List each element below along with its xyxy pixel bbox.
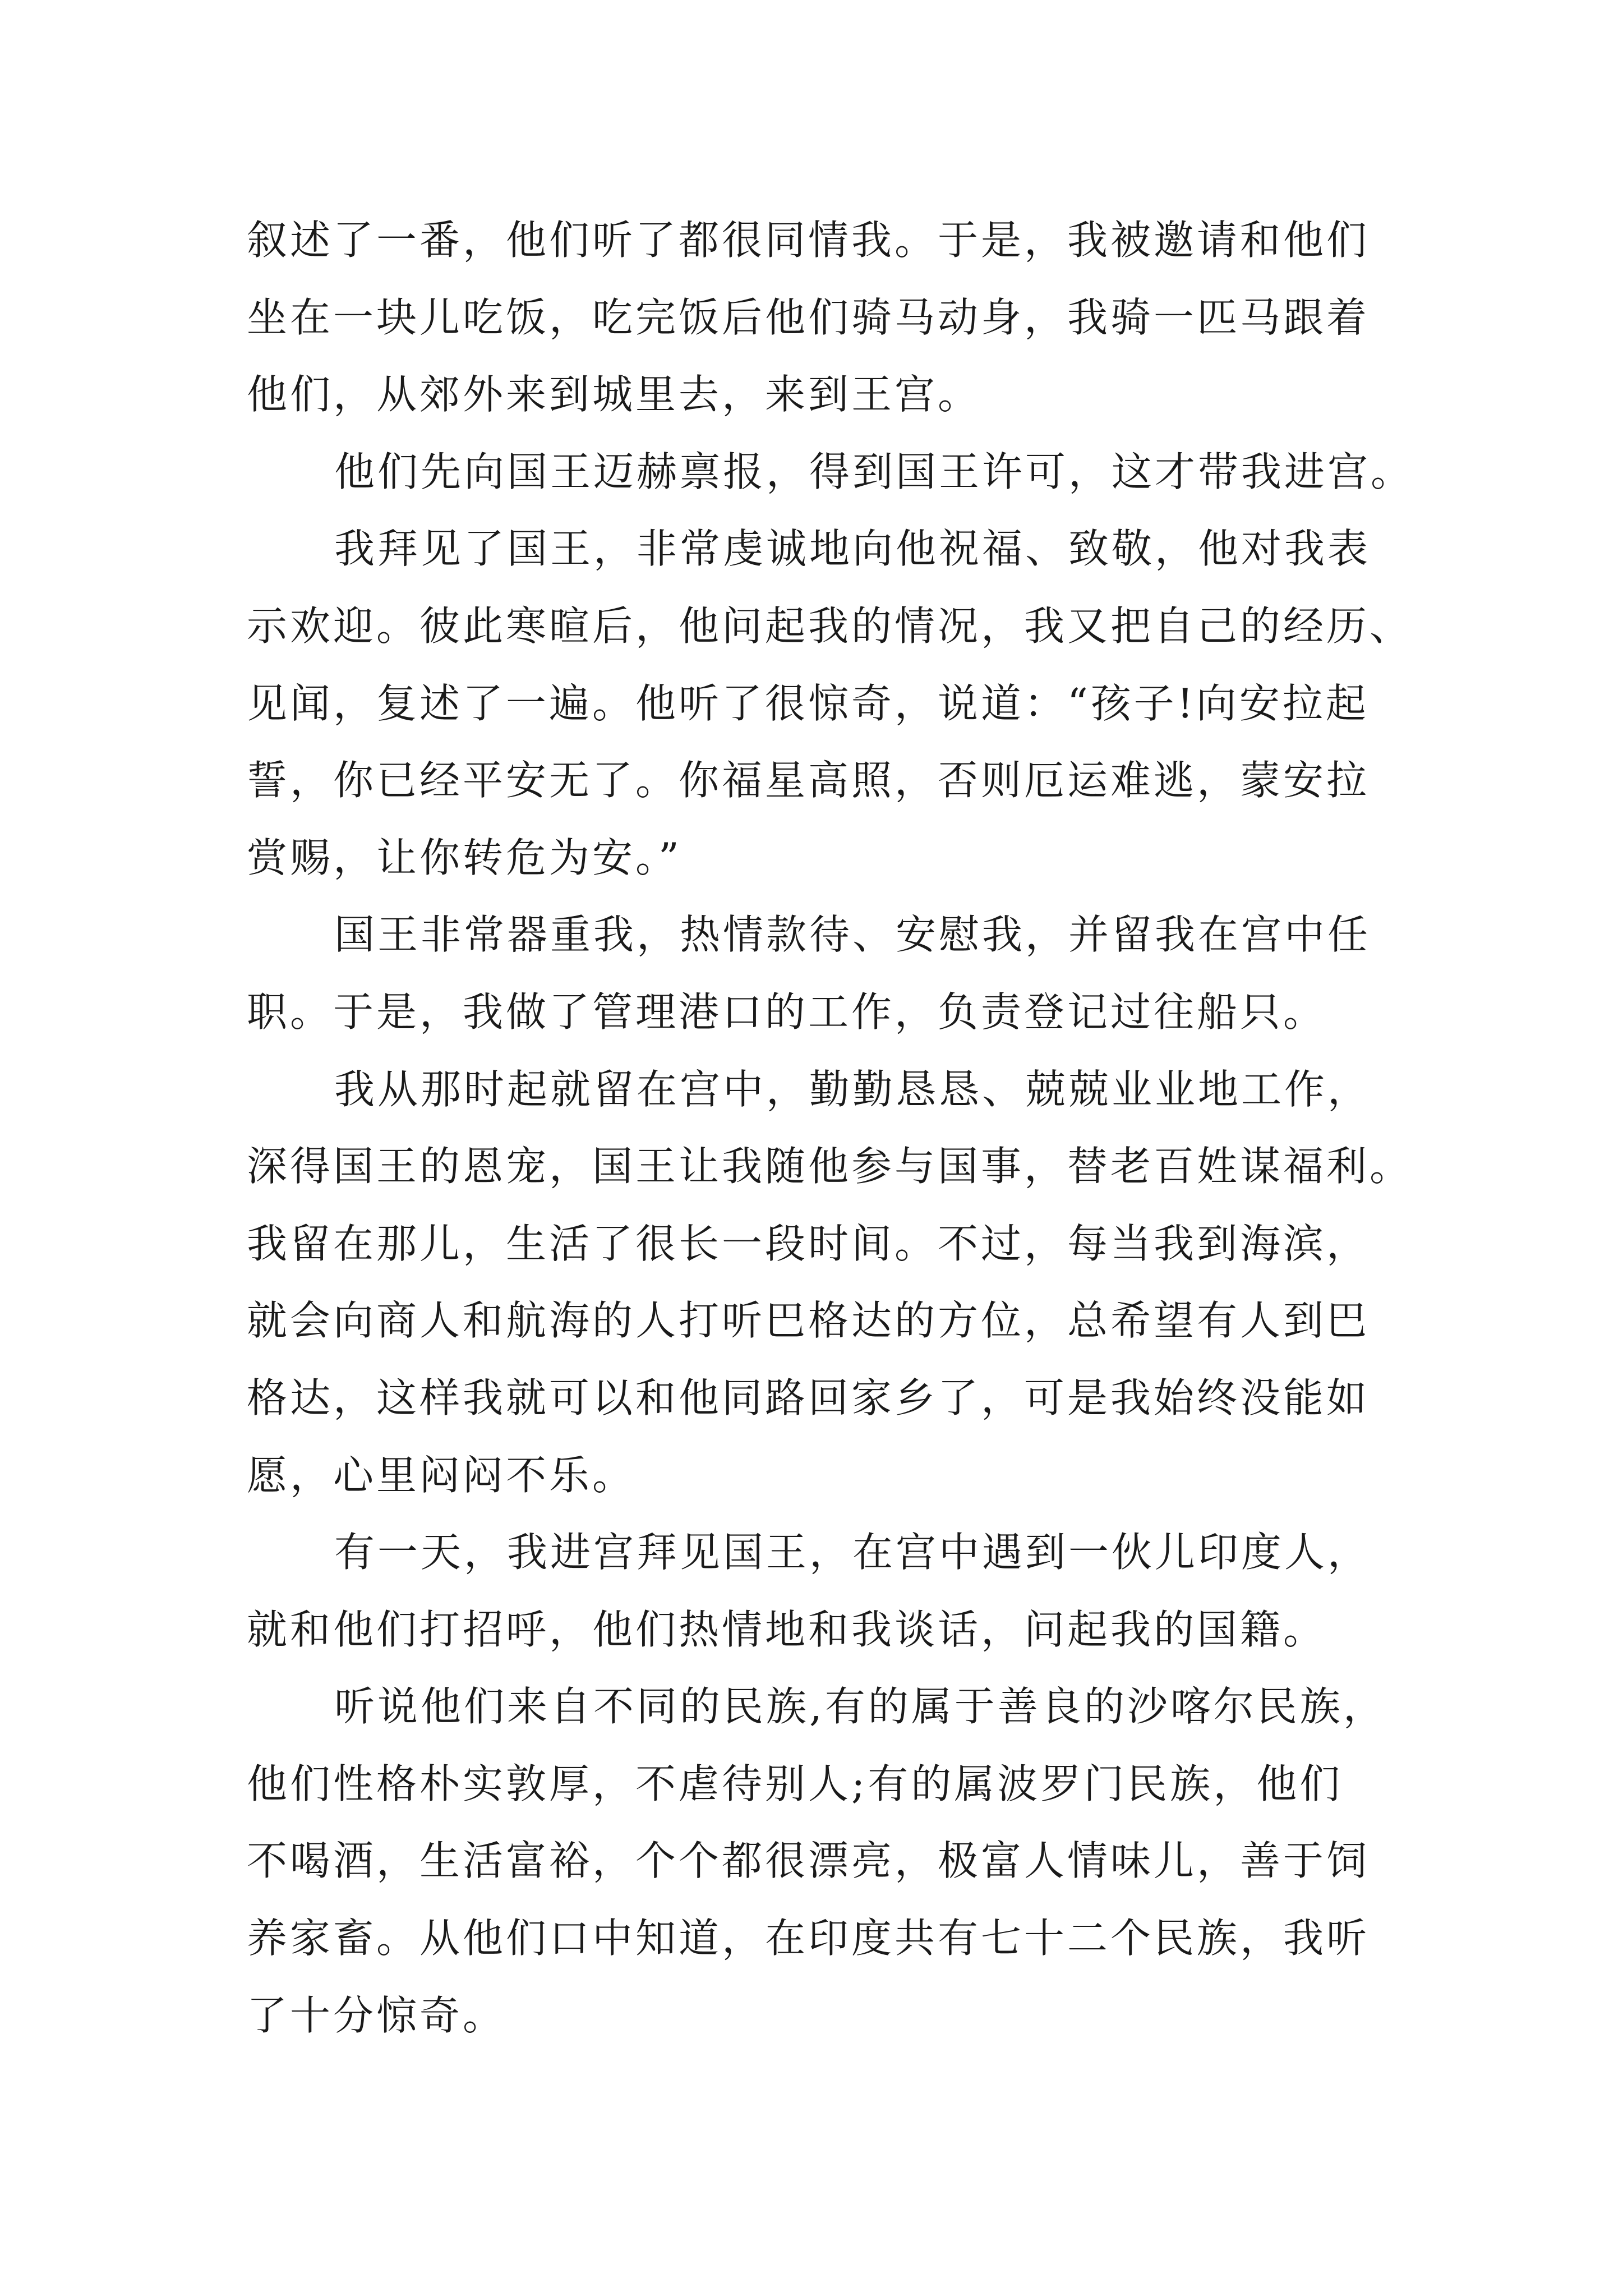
text-line: 坐在一块儿吃饭，吃完饭后他们骑马动身，我骑一匹马跟着 bbox=[247, 293, 1370, 341]
text-line: 他们性格朴实敦厚，不虐待别人;有的属波罗门民族，他们 bbox=[247, 1760, 1343, 1807]
text-line: 赏赐，让你转危为安。” bbox=[247, 834, 682, 881]
body-text bbox=[247, 202, 1414, 2054]
text-line: 就会向商人和航海的人打听巴格达的方位，总希望有人到巴 bbox=[247, 1297, 1370, 1345]
text-line: 养家畜。从他们口中知道，在印度共有七十二个民族，我听 bbox=[247, 1915, 1370, 1962]
text-line: 听说他们来自不同的民族,有的属于善良的沙喀尔民族， bbox=[334, 1683, 1386, 1731]
text-line: 我从那时起就留在宫中，勤勤恳恳、兢兢业业地工作， bbox=[334, 1065, 1371, 1113]
text-line: 了十分惊奇。 bbox=[247, 1991, 506, 2039]
text-line: 格达，这样我就可以和他同路回家乡了，可是我始终没能如 bbox=[247, 1374, 1370, 1421]
text-line: 我拜见了国王，非常虔诚地向他祝福、致敬，他对我表 bbox=[334, 525, 1371, 573]
text-line: 他们先向国王迈赫禀报，得到国王许可，这才带我进宫。 bbox=[334, 448, 1414, 495]
text-line: 有一天，我进宫拜见国王，在宫中遇到一伙儿印度人， bbox=[334, 1529, 1371, 1576]
text-line: 誓，你已经平安无了。你福星高照，否则厄运难逃，蒙安拉 bbox=[247, 757, 1370, 804]
text-line: 见闻，复述了一遍。他听了很惊奇，说道：“孩子!向安拉起 bbox=[247, 679, 1369, 727]
text-line: 深得国王的恩宠，国王让我随他参与国事，替老百姓谋福利。 bbox=[247, 1143, 1413, 1190]
text-line: 叙述了一番，他们听了都很同情我。于是，我被邀请和他们 bbox=[247, 217, 1370, 264]
text-line: 愿，心里闷闷不乐。 bbox=[247, 1451, 636, 1499]
text-line: 示欢迎。彼此寒暄后，他问起我的情况，我又把自己的经历、 bbox=[247, 602, 1413, 650]
text-line: 我留在那儿，生活了很长一段时间。不过，每当我到海滨， bbox=[247, 1220, 1370, 1267]
text-line: 职。于是，我做了管理港口的工作，负责登记过往船只。 bbox=[247, 988, 1327, 1036]
text-line: 国王非常器重我，热情款待、安慰我，并留我在宫中任 bbox=[334, 911, 1371, 959]
text-line: 他们，从郊外来到城里去，来到王宫。 bbox=[247, 371, 981, 418]
text-line: 就和他们打招呼，他们热情地和我谈话，问起我的国籍。 bbox=[247, 1605, 1327, 1653]
text-line: 不喝酒，生活富裕，个个都很漂亮，极富人情味儿，善于饲 bbox=[247, 1837, 1370, 1885]
